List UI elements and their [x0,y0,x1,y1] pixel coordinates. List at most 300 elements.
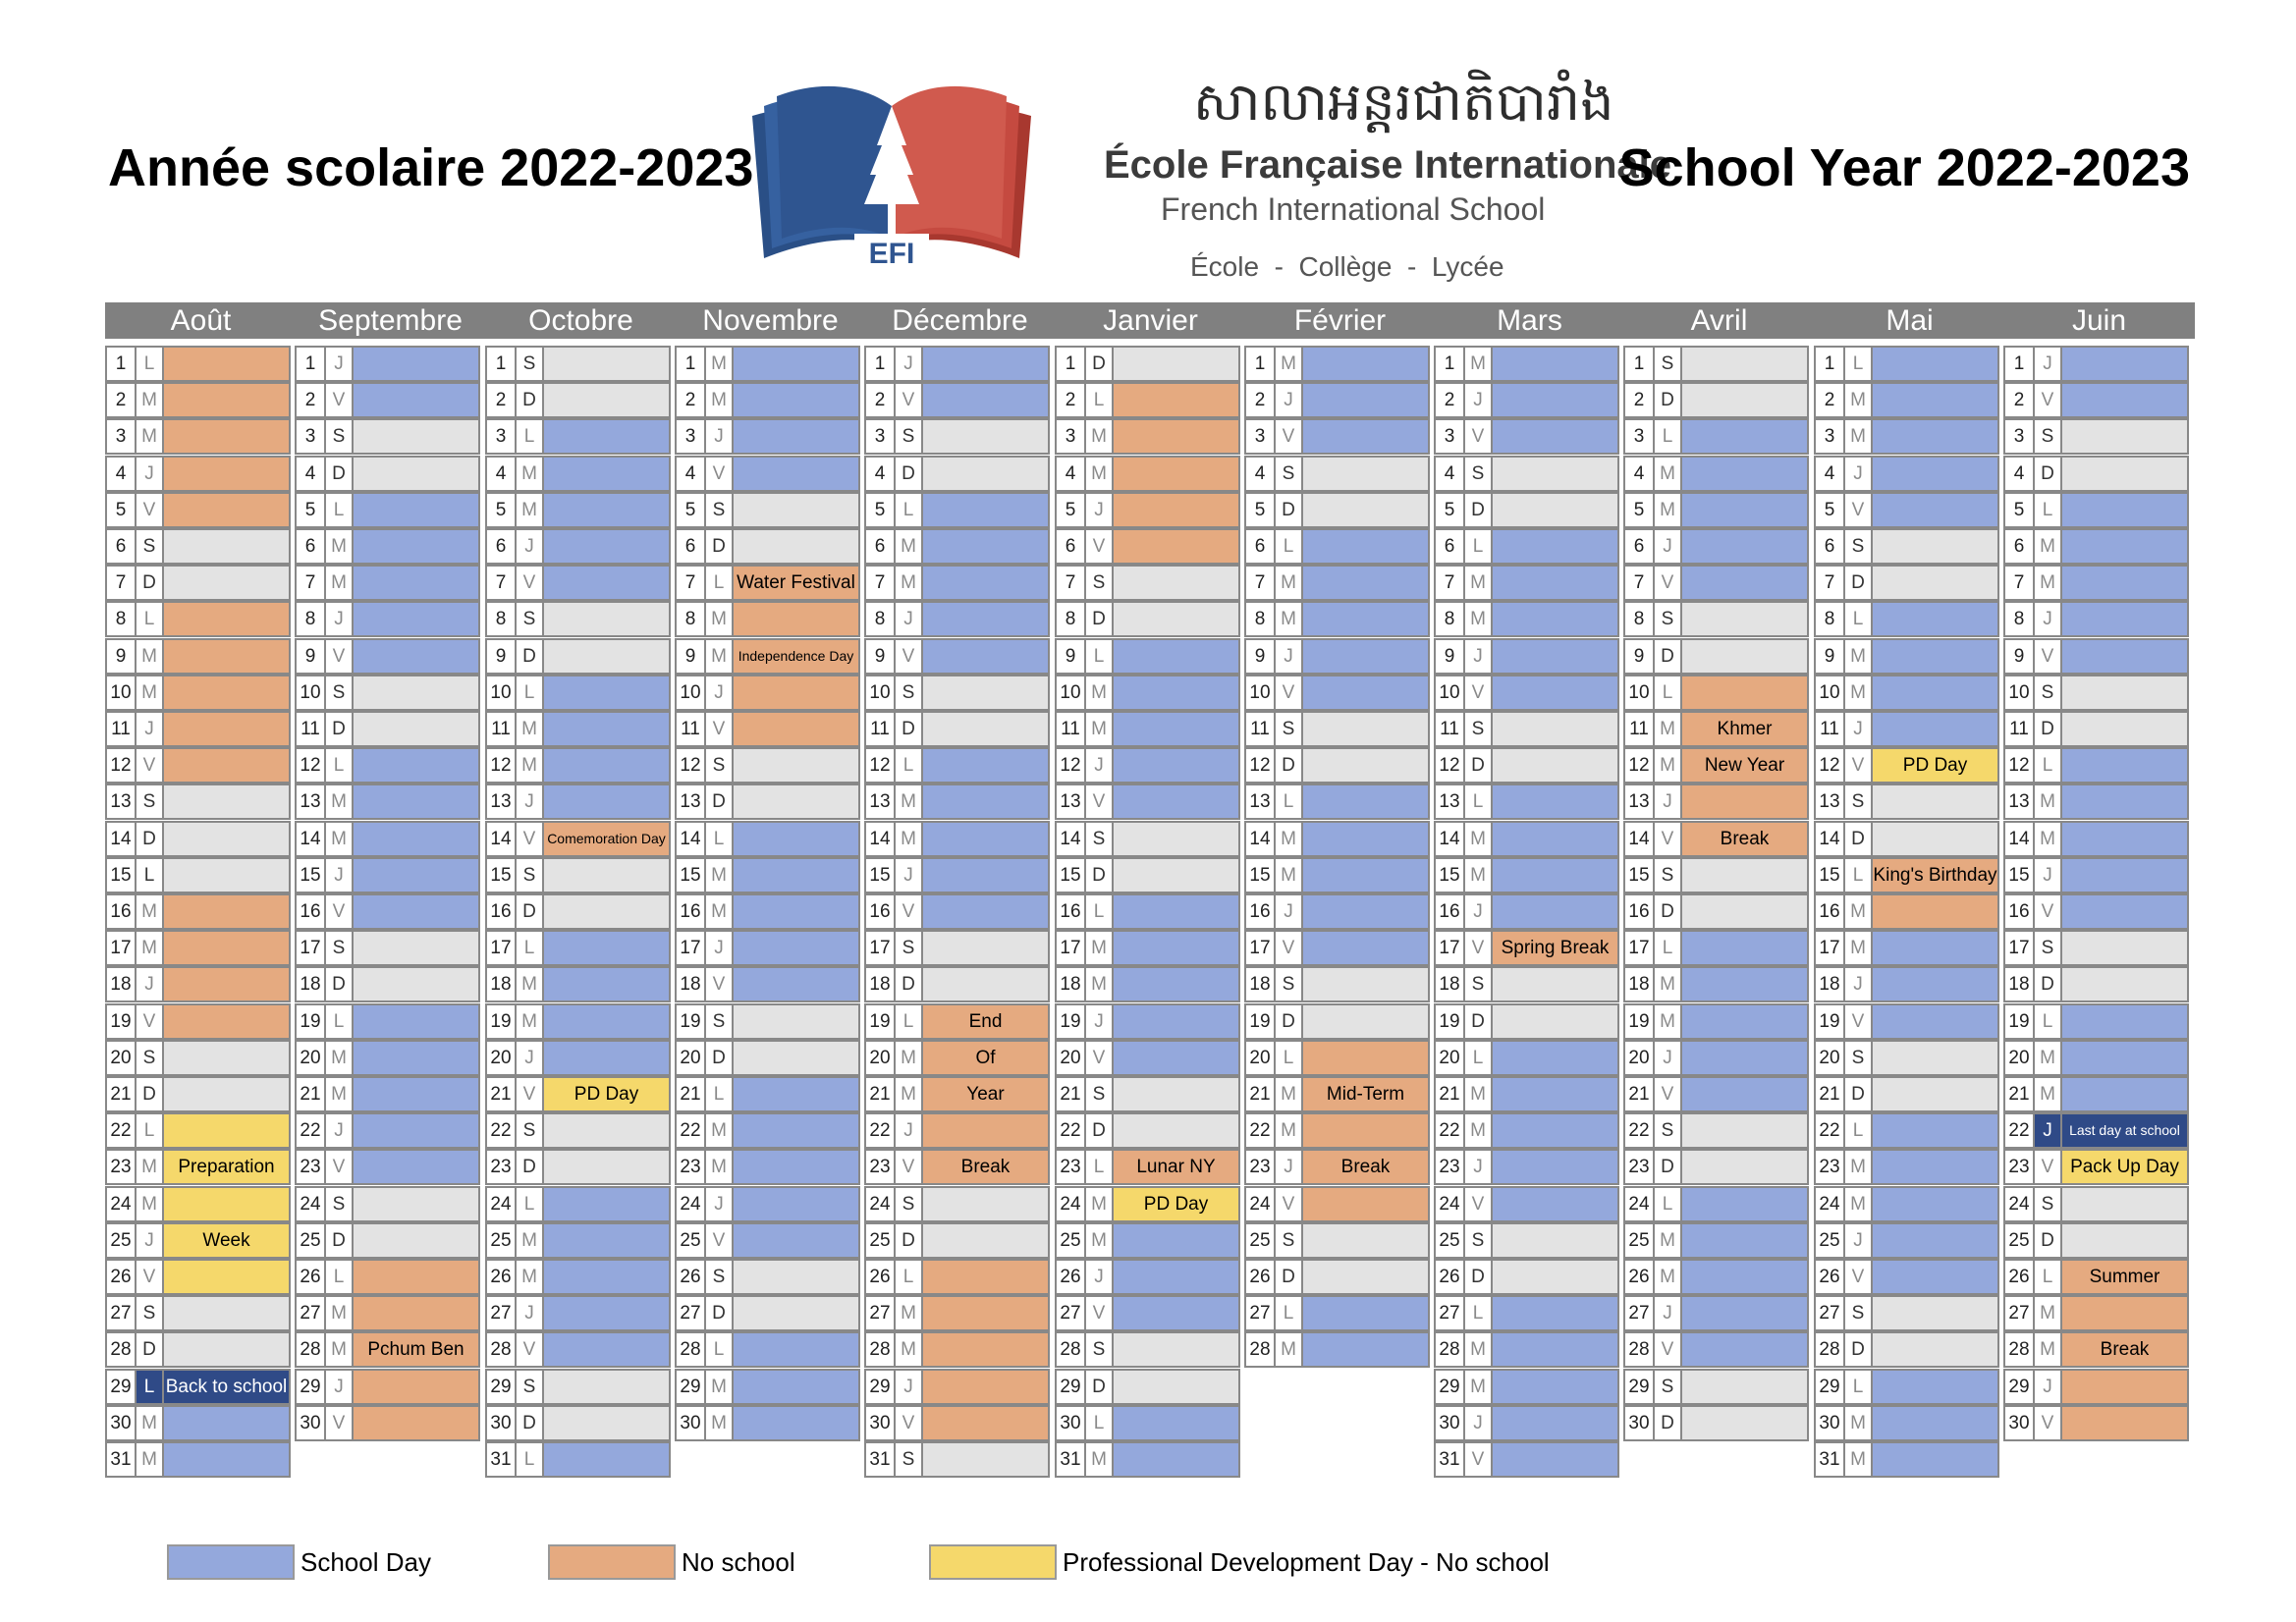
day-status-cell [1871,1186,1999,1222]
weekday-letter: M [1274,821,1303,857]
day-status-cell [1491,565,1619,601]
day-number: 27 [295,1295,326,1331]
day-number: 13 [1814,784,1845,820]
day-number: 8 [485,601,517,637]
day-number: 4 [485,456,517,492]
weekday-letter: V [1084,528,1114,565]
day-status-cell [1491,1259,1619,1295]
weekday-letter: S [1843,528,1873,565]
weekday-letter: M [1463,1076,1493,1112]
day-status-cell [542,857,671,893]
day-status-cell [352,857,480,893]
weekday-letter: M [894,528,923,565]
day-number: 2 [1623,382,1655,418]
day-status-cell [542,893,671,930]
day-event-label: Water Festival [732,565,860,601]
weekday-letter: S [2033,930,2062,966]
day-status-cell [1491,784,1619,820]
weekday-letter: J [1274,1149,1303,1185]
weekday-letter: D [1084,1112,1114,1149]
day-number: 13 [295,784,326,820]
weekday-letter: V [2033,1405,2062,1441]
day-number: 23 [1244,1149,1276,1185]
day-number: 19 [2003,1003,2035,1040]
day-number: 9 [1055,638,1086,675]
weekday-letter: M [2033,821,2062,857]
day-number: 3 [1814,418,1845,455]
weekday-letter: L [1084,638,1114,675]
day-number: 22 [105,1112,137,1149]
weekday-letter: V [135,1003,164,1040]
day-number: 2 [864,382,896,418]
day-status-cell [2060,492,2189,528]
day-number: 28 [1814,1331,1845,1368]
day-number: 2 [295,382,326,418]
day-number: 10 [1244,675,1276,711]
weekday-letter: S [1843,1040,1873,1076]
weekday-letter: J [515,528,544,565]
weekday-letter: S [515,601,544,637]
day-number: 2 [1055,382,1086,418]
day-number: 24 [1244,1186,1276,1222]
weekday-letter: V [515,1076,544,1112]
day-number: 13 [1244,784,1276,820]
day-number: 6 [105,528,137,565]
day-status-cell [1112,528,1240,565]
day-number: 15 [485,857,517,893]
weekday-letter: D [1653,1149,1682,1185]
weekday-letter: M [135,893,164,930]
weekday-letter: L [324,492,354,528]
weekday-letter: V [2033,638,2062,675]
weekday-letter: J [1653,1040,1682,1076]
day-status-cell [732,456,860,492]
weekday-letter: J [135,1222,164,1259]
day-number: 7 [295,565,326,601]
day-event-label: Back to school [162,1369,291,1405]
weekday-letter: S [894,930,923,966]
day-status-cell [352,747,480,784]
day-status-cell [542,492,671,528]
weekday-letter: L [515,1441,544,1478]
day-number: 31 [1814,1441,1845,1478]
day-number: 30 [1434,1405,1465,1441]
weekday-letter: J [2033,1112,2062,1149]
day-status-cell [732,601,860,637]
day-status-cell [1112,893,1240,930]
efi-book-logo [744,77,1039,283]
day-status-cell [162,711,291,747]
day-number: 15 [675,857,706,893]
weekday-letter: D [515,382,544,418]
weekday-letter: L [1843,346,1873,382]
weekday-letter: M [1653,1259,1682,1295]
day-number: 30 [1055,1405,1086,1441]
weekday-letter: L [1463,1295,1493,1331]
day-number: 26 [1055,1259,1086,1295]
day-number: 25 [675,1222,706,1259]
weekday-letter: J [894,601,923,637]
weekday-letter: J [1084,1259,1114,1295]
day-number: 11 [864,711,896,747]
day-status-cell [352,1259,480,1295]
day-number: 2 [1244,382,1276,418]
weekday-letter: L [2033,1259,2062,1295]
weekday-letter: D [1463,492,1493,528]
weekday-letter: J [1463,1405,1493,1441]
day-number: 27 [2003,1295,2035,1331]
day-number: 8 [2003,601,2035,637]
day-number: 4 [295,456,326,492]
day-status-cell [1680,675,1809,711]
day-status-cell [542,1295,671,1331]
day-number: 28 [864,1331,896,1368]
day-number: 8 [1055,601,1086,637]
day-number: 26 [105,1259,137,1295]
day-number: 1 [295,346,326,382]
weekday-letter: M [1084,1441,1114,1478]
day-status-cell [921,747,1050,784]
weekday-letter: M [515,1259,544,1295]
day-number: 23 [105,1149,137,1185]
day-status-cell [352,601,480,637]
weekday-letter: M [704,1369,734,1405]
day-number: 24 [864,1186,896,1222]
weekday-letter: M [1843,1186,1873,1222]
day-number: 15 [864,857,896,893]
weekday-letter: D [1084,857,1114,893]
day-number: 1 [1434,346,1465,382]
day-number: 14 [675,821,706,857]
day-number: 20 [105,1040,137,1076]
day-status-cell [732,1003,860,1040]
day-status-cell [732,382,860,418]
day-status-cell [352,893,480,930]
day-number: 13 [675,784,706,820]
legend-label-school-day: School Day [301,1547,431,1577]
weekday-letter: L [1084,1405,1114,1441]
weekday-letter: M [704,346,734,382]
weekday-letter: S [2033,418,2062,455]
day-number: 9 [485,638,517,675]
weekday-letter: M [1843,1441,1873,1478]
day-status-cell [732,966,860,1002]
weekday-letter: D [1084,601,1114,637]
weekday-letter: L [1274,1040,1303,1076]
weekday-letter: M [324,784,354,820]
day-number: 30 [1623,1405,1655,1441]
day-status-cell [1680,784,1809,820]
day-number: 12 [2003,747,2035,784]
weekday-letter: M [324,821,354,857]
weekday-letter: V [1274,930,1303,966]
day-number: 12 [485,747,517,784]
weekday-letter: J [1653,1295,1682,1331]
month-header: Janvier [1055,302,1246,339]
month-header: Novembre [675,302,866,339]
day-number: 29 [485,1369,517,1405]
day-number: 15 [105,857,137,893]
day-number: 27 [485,1295,517,1331]
day-status-cell [162,1186,291,1222]
day-number: 5 [1434,492,1465,528]
day-number: 11 [1055,711,1086,747]
day-number: 19 [1434,1003,1465,1040]
day-number: 16 [864,893,896,930]
day-number: 8 [675,601,706,637]
weekday-letter: L [894,1259,923,1295]
weekday-letter: M [515,747,544,784]
day-number: 20 [295,1040,326,1076]
weekday-letter: V [894,382,923,418]
day-number: 1 [1814,346,1845,382]
weekday-letter: S [1843,1295,1873,1331]
day-number: 11 [1814,711,1845,747]
day-status-cell [2060,1076,2189,1112]
day-number: 19 [295,1003,326,1040]
day-status-cell [921,382,1050,418]
weekday-letter: M [1463,1331,1493,1368]
day-number: 18 [1244,966,1276,1002]
day-status-cell [1112,418,1240,455]
day-status-cell [1680,1259,1809,1295]
day-status-cell [352,382,480,418]
day-number: 25 [864,1222,896,1259]
day-number: 21 [485,1076,517,1112]
day-status-cell [1491,966,1619,1002]
day-status-cell [162,1112,291,1149]
weekday-letter: M [1653,492,1682,528]
weekday-letter: J [1843,966,1873,1002]
day-status-cell [2060,1295,2189,1331]
day-status-cell [1491,857,1619,893]
day-status-cell [162,893,291,930]
day-number: 7 [675,565,706,601]
day-status-cell [2060,930,2189,966]
day-number: 28 [2003,1331,2035,1368]
weekday-letter: J [704,930,734,966]
day-status-cell [542,528,671,565]
weekday-letter: L [324,1003,354,1040]
day-status-cell [352,1222,480,1259]
day-number: 20 [1434,1040,1465,1076]
day-status-cell [1871,1149,1999,1185]
weekday-letter: S [324,1186,354,1222]
day-number: 16 [675,893,706,930]
day-status-cell [2060,456,2189,492]
day-number: 30 [675,1405,706,1441]
weekday-letter: M [1653,966,1682,1002]
day-status-cell [1301,1222,1430,1259]
day-number: 18 [1055,966,1086,1002]
weekday-letter: V [1084,1295,1114,1331]
day-number: 23 [1055,1149,1086,1185]
day-status-cell [1871,711,1999,747]
day-status-cell [162,418,291,455]
day-event-label: Spring Break [1491,930,1619,966]
weekday-letter: S [135,1040,164,1076]
day-status-cell [1491,747,1619,784]
day-number: 25 [1244,1222,1276,1259]
day-status-cell [1680,1003,1809,1040]
day-status-cell [542,784,671,820]
day-number: 14 [2003,821,2035,857]
weekday-letter: M [324,528,354,565]
day-event-label: Independence Day [732,638,860,675]
day-number: 18 [295,966,326,1002]
weekday-letter: D [515,638,544,675]
day-number: 23 [485,1149,517,1185]
day-status-cell [1301,675,1430,711]
day-status-cell [1491,382,1619,418]
weekday-letter: M [324,1295,354,1331]
day-status-cell [1871,1076,1999,1112]
weekday-letter: L [1843,1369,1873,1405]
weekday-letter: J [324,1112,354,1149]
day-status-cell [352,346,480,382]
weekday-letter: M [1274,346,1303,382]
weekday-letter: V [894,1149,923,1185]
weekday-letter: J [2033,857,2062,893]
day-status-cell [352,565,480,601]
month-header: Mai [1814,302,2005,339]
weekday-letter: V [704,966,734,1002]
day-status-cell [1871,1003,1999,1040]
day-status-cell [1112,821,1240,857]
weekday-letter: S [1653,601,1682,637]
day-status-cell [1680,601,1809,637]
day-status-cell [732,418,860,455]
weekday-letter: M [135,1186,164,1222]
day-status-cell [542,966,671,1002]
day-number: 11 [105,711,137,747]
day-status-cell [1680,382,1809,418]
weekday-letter: M [1084,418,1114,455]
day-status-cell [732,1076,860,1112]
weekday-letter: L [2033,492,2062,528]
day-status-cell [1680,346,1809,382]
day-event-label: End [921,1003,1050,1040]
day-number: 12 [1434,747,1465,784]
day-number: 29 [295,1369,326,1405]
school-name-french: École Française Internationale [1104,143,1671,187]
day-status-cell [921,930,1050,966]
weekday-letter: S [1084,1076,1114,1112]
month-header: Décembre [864,302,1056,339]
weekday-letter: J [1084,747,1114,784]
weekday-letter: D [704,1295,734,1331]
weekday-letter: M [135,1149,164,1185]
day-number: 26 [1814,1259,1845,1295]
day-status-cell [1112,857,1240,893]
weekday-letter: M [1084,1186,1114,1222]
weekday-letter: J [324,1369,354,1405]
day-status-cell [1680,1186,1809,1222]
day-number: 1 [105,346,137,382]
weekday-letter: M [1843,418,1873,455]
day-number: 3 [105,418,137,455]
day-status-cell [542,675,671,711]
day-number: 24 [1814,1186,1845,1222]
day-status-cell [1491,1369,1619,1405]
weekday-letter: M [1084,456,1114,492]
day-status-cell [2060,1405,2189,1441]
weekday-letter: M [1653,1222,1682,1259]
weekday-letter: M [324,1331,354,1368]
day-number: 15 [1623,857,1655,893]
day-number: 10 [295,675,326,711]
weekday-letter: V [1274,675,1303,711]
day-event-label: Pchum Ben [352,1331,480,1368]
day-status-cell [162,601,291,637]
day-number: 6 [864,528,896,565]
day-status-cell [542,1369,671,1405]
day-status-cell [542,418,671,455]
weekday-letter: L [894,1003,923,1040]
day-number: 17 [295,930,326,966]
day-number: 29 [2003,1369,2035,1405]
day-number: 22 [295,1112,326,1149]
day-number: 12 [105,747,137,784]
day-number: 12 [1814,747,1845,784]
weekday-letter: M [1653,456,1682,492]
day-status-cell [732,930,860,966]
day-event-label: PD Day [1112,1186,1240,1222]
day-event-label: Break [2060,1331,2189,1368]
weekday-letter: J [704,1186,734,1222]
day-status-cell [921,1295,1050,1331]
day-number: 29 [105,1369,137,1405]
day-status-cell [2060,784,2189,820]
day-status-cell [1491,1441,1619,1478]
day-number: 9 [1623,638,1655,675]
day-status-cell [1871,1331,1999,1368]
day-status-cell [1871,601,1999,637]
day-number: 2 [2003,382,2035,418]
day-status-cell [1112,1441,1240,1478]
weekday-letter: J [2033,1369,2062,1405]
weekday-letter: S [135,528,164,565]
weekday-letter: J [1463,893,1493,930]
legend-label-pd-day: Professional Development Day - No school [1063,1547,1550,1577]
weekday-letter: D [1843,1076,1873,1112]
day-status-cell [352,1149,480,1185]
day-number: 7 [1055,565,1086,601]
weekday-letter: J [1463,1149,1493,1185]
weekday-letter: L [1463,784,1493,820]
weekday-letter: S [135,1295,164,1331]
day-status-cell [921,1405,1050,1441]
weekday-letter: V [1463,418,1493,455]
day-status-cell [1301,1186,1430,1222]
weekday-letter: M [135,638,164,675]
day-status-cell [352,1076,480,1112]
day-number: 21 [864,1076,896,1112]
day-status-cell [732,528,860,565]
day-number: 10 [864,675,896,711]
weekday-letter: V [704,456,734,492]
weekday-letter: J [1084,492,1114,528]
weekday-letter: V [2033,893,2062,930]
weekday-letter: L [1843,1112,1873,1149]
weekday-letter: V [1843,492,1873,528]
weekday-letter: J [704,675,734,711]
weekday-letter: M [894,565,923,601]
day-number: 1 [2003,346,2035,382]
day-status-cell [1680,528,1809,565]
logo-text: EFI [868,238,915,270]
weekday-letter: M [1463,821,1493,857]
